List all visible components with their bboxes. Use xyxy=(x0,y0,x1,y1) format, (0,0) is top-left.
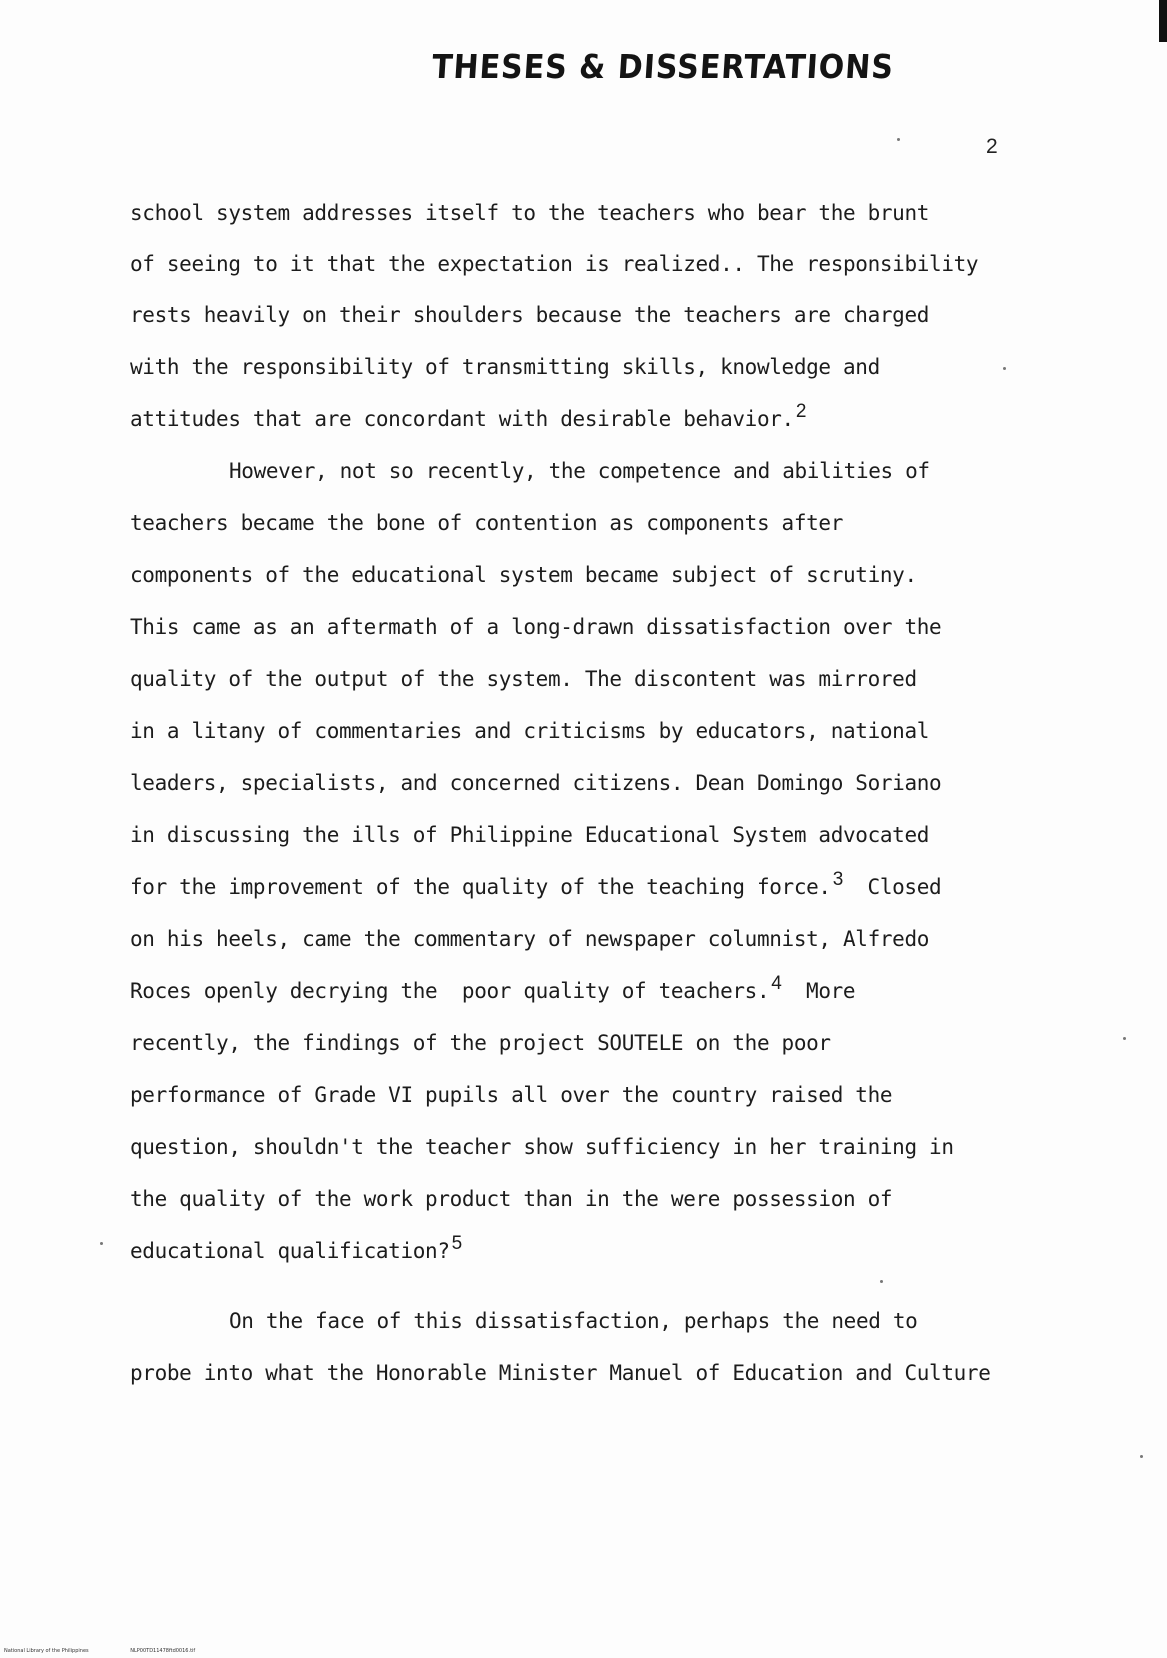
text-line xyxy=(229,1308,917,1334)
line-text: This came as an aftermath of a long-drawn dissatisfaction over the xyxy=(130,615,942,639)
theses-dissertations-stamp: THESES & DISSERTATIONS xyxy=(430,48,896,87)
footnote-marker-2: 2 xyxy=(795,401,807,422)
line-text: school system addresses itself to the teachers who bear the brunt xyxy=(130,201,930,225)
scan-edge-mark xyxy=(1159,0,1167,42)
text-line xyxy=(130,510,843,536)
scan-speck xyxy=(100,1242,103,1245)
text-line xyxy=(130,718,929,744)
text-line xyxy=(130,1233,462,1264)
line-text: However, not so recently, the competence and abilities of xyxy=(229,459,930,483)
line-text: quality of the output of the system. The discontent was mirrored xyxy=(130,667,917,691)
text-line xyxy=(130,302,929,328)
line-text: More xyxy=(781,979,856,1003)
footnote-marker-5: 5 xyxy=(451,1233,462,1254)
line-text: with the responsibility of transmitting skills, knowledge and xyxy=(130,355,880,379)
text-line xyxy=(229,458,930,484)
text-line xyxy=(130,562,917,588)
line-text: in a litany of commentaries and criticisms by educators, national xyxy=(130,719,930,743)
line-text: On the face of this dissatisfaction, perhaps the need to xyxy=(229,1309,918,1333)
line-text: on his heels, came the commentary of newspaper columnist, Alfredo xyxy=(130,927,930,951)
line-text: question, shouldn't the teacher show sufficiency in her training in xyxy=(130,1135,954,1159)
line-text: educational qualification? xyxy=(130,1239,450,1263)
text-line xyxy=(130,401,807,432)
text-line xyxy=(130,1030,831,1056)
text-line xyxy=(130,1360,991,1386)
text-line xyxy=(130,251,978,277)
line-text: recently, the findings of the project SOUTELE on the poor xyxy=(130,1031,831,1055)
line-text: Closed xyxy=(842,875,942,899)
footnote-marker-4: 4 xyxy=(771,973,782,994)
line-text: components of the educational system became subject of scrutiny. xyxy=(130,563,917,587)
page-number: 2 xyxy=(986,135,998,158)
text-line xyxy=(130,666,917,692)
line-text: teachers became the bone of contention as components after xyxy=(130,511,843,535)
scan-speck xyxy=(1123,1037,1126,1040)
text-line xyxy=(130,822,929,848)
scan-speck xyxy=(1003,367,1006,370)
text-line xyxy=(130,770,941,796)
line-text: of seeing to it that the expectation is realized.. The responsibility xyxy=(130,252,979,276)
line-text: the quality of the work product than in the were possession of xyxy=(130,1187,893,1211)
text-line xyxy=(130,1134,954,1160)
scan-speck xyxy=(880,1280,883,1283)
line-text: for the improvement of the quality of the teaching force. xyxy=(130,875,831,899)
line-text: performance of Grade VI pupils all over the country raised the xyxy=(130,1083,893,1107)
text-line xyxy=(130,1082,892,1108)
text-line xyxy=(130,354,880,380)
scan-footer xyxy=(4,1648,235,1654)
text-line xyxy=(130,200,929,226)
line-text: rests heavily on their shoulders because the teachers are charged xyxy=(130,303,930,327)
scan-speck xyxy=(1140,1455,1143,1458)
line-text: leaders, specialists, and concerned citizens. Dean Domingo Soriano xyxy=(130,771,942,795)
footer-library: National Library of the Philippines xyxy=(4,1648,89,1654)
text-line xyxy=(130,926,929,952)
line-text: probe into what the Honorable Minister Manuel of Education and Culture xyxy=(130,1361,991,1385)
scan-speck xyxy=(897,138,900,141)
line-text: in discussing the ills of Philippine Educational System advocated xyxy=(130,823,930,847)
text-line xyxy=(130,869,942,900)
footnote-marker-3: 3 xyxy=(832,869,843,890)
text-line xyxy=(130,973,856,1004)
text-line xyxy=(130,1186,892,1212)
text-line xyxy=(130,614,941,640)
line-text: Roces openly decrying the poor quality of teachers. xyxy=(130,979,770,1003)
line-text: attitudes that are concordant with desirable behavior. xyxy=(130,407,794,431)
footer-file: NLP00TD11478ftd0016.tif xyxy=(130,1648,196,1654)
